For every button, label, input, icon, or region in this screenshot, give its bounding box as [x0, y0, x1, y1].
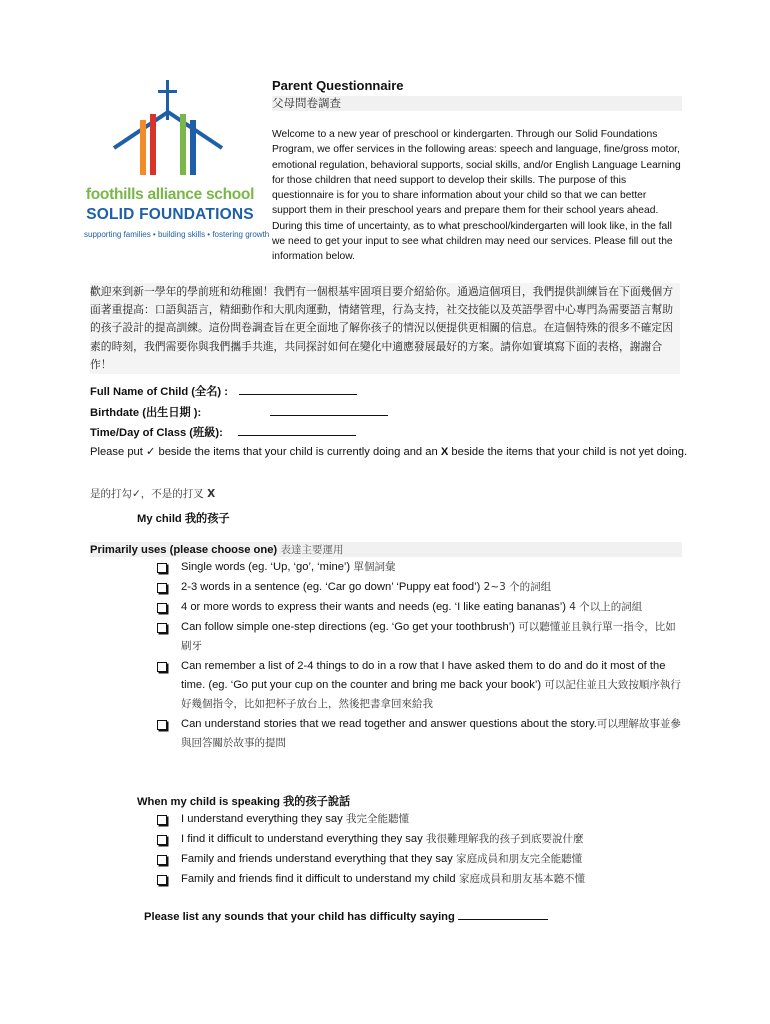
primarily-uses-heading	[90, 542, 682, 557]
logo-tagline: supporting families • building skills • fostering growth	[84, 230, 270, 239]
item-text: 2-3 words in a sentence (eg. ‘Car go down’ ‘Puppy eat food’)	[181, 581, 481, 593]
list-item[interactable]	[157, 657, 682, 714]
item-text: I find it difficult to understand everything they say	[181, 833, 423, 845]
child-name-label: Full Name of Child (全名) :	[90, 386, 228, 398]
checkbox-icon[interactable]	[157, 662, 167, 672]
checkbox-icon[interactable]	[157, 583, 167, 593]
list-item[interactable]	[157, 618, 682, 656]
instructions-part2: beside the items that your child is currently doing and an	[155, 446, 441, 458]
speaking-list	[157, 810, 682, 890]
my-child-heading: My child 我的孩子	[137, 513, 230, 525]
primarily-uses-label: Primarily uses (please choose one)	[90, 544, 278, 556]
item-text-cn: 4 个以上的詞組	[565, 601, 643, 613]
item-text: I understand everything they say	[181, 813, 343, 825]
checkbox-icon[interactable]	[157, 563, 167, 573]
item-text: Family and friends find it difficult to understand my child	[181, 873, 456, 885]
school-logo	[84, 78, 270, 246]
instructions	[90, 442, 690, 462]
sounds-blank[interactable]	[458, 908, 548, 920]
logo-school-name: foothills alliance school	[85, 186, 255, 203]
item-text-cn: 我完全能聽懂	[342, 813, 410, 825]
item-text: Family and friends understand everything that they say	[181, 853, 453, 865]
class-field[interactable]	[90, 424, 356, 440]
item-text: Can understand stories that we read together and answer questions about the story.	[181, 718, 597, 730]
item-text: 4 or more words to express their wants and needs (eg. ‘I like eating bananas’)	[181, 601, 566, 613]
checkbox-icon[interactable]	[157, 815, 167, 825]
item-text: Single words (eg. ‘Up, ‘go’, ‘mine’)	[181, 561, 351, 573]
checkbox-icon[interactable]	[157, 855, 167, 865]
intro-chinese: 歡迎來到新一學年的學前班和幼稚園！我們有一個根基牢固項目要介紹給你。通過這個項目，我們提供訓練旨在下面幾個方面著重提高：口語與語言，精細動作和大肌肉運動，情緒管理，行為支持，社交技能以及英語學習中心專門為需要語言幫助的孩子設計的提高訓練。這份問卷調查旨在更全面地了解你孩子的情況以便提供更相關的信息。在這個特殊的很多不確定因素的時刻，我們需要你與我們攜手共進，共同探討如何在變化中適應發展最好的方案。請你如實填寫下面的表格，謝謝合作！	[90, 283, 680, 374]
birthdate-label: Birthdate (出生日期 ):	[90, 407, 202, 419]
checkbox-icon[interactable]	[157, 720, 167, 730]
child-name-field[interactable]	[90, 383, 357, 399]
item-text-cn: 2~3 个的詞组	[480, 581, 552, 593]
instructions-part1: Please put	[90, 446, 146, 458]
item-text-cn: 可以聽懂並且執行單一指令，比如刷牙	[181, 621, 676, 652]
item-text-cn: 我很難理解我的孩子到底要說什麼	[422, 833, 584, 845]
item-text-cn: 家庭成員和朋友完全能聽懂	[452, 853, 583, 865]
list-item[interactable]	[157, 558, 682, 577]
primarily-uses-list	[157, 558, 682, 754]
birthdate-field[interactable]	[90, 404, 388, 420]
item-text: Can remember a list of 2-4 things to do in a row that I have asked them to do and do it most of the time. (eg. ‘Go put your cup on the counter and bring me back your book’)	[181, 660, 666, 691]
item-text-cn: 家庭成員和朋友基本聽不懂	[455, 873, 585, 885]
item-text: Can follow simple one-step directions (eg. ‘Go get your toothbrush’)	[181, 621, 515, 633]
checkbox-icon[interactable]	[157, 603, 167, 613]
sounds-question-label: Please list any sounds that your child has difficulty saying	[144, 911, 458, 923]
list-item[interactable]	[157, 578, 682, 597]
page-subtitle: 父母問卷調查	[272, 96, 682, 111]
list-item[interactable]	[157, 715, 682, 753]
intro-english: Welcome to a new year of preschool or kindergarten. Through our Solid Foundations Program, we offer services in the following areas: speech and language, fine/gross motor, emotional regulation, behavioral supports, social skills, and/or English Language Learning for those children that need support to develop their skills. The purpose of this questionnaire is for you to share information about your child so that we can better support them in their preschool years and prepare them for their school years ahead. During this time of uncertainty, as to what preschool/kindergarten will look like, in the fall we need to get your input to see what children may need our services. Please fill out the information below.	[272, 129, 681, 263]
checkbox-icon[interactable]	[157, 875, 167, 885]
page-title: Parent Questionnaire	[272, 78, 404, 93]
instructions-cn-x: X	[207, 488, 216, 500]
list-item[interactable]	[157, 870, 682, 889]
list-item[interactable]	[157, 830, 682, 849]
class-label: Time/Day of Class (班級):	[90, 427, 223, 439]
logo-program-name: SOLID FOUNDATIONS	[86, 206, 254, 223]
check-mark-icon: ✓	[145, 446, 156, 458]
item-text-cn: 可以記住並且大致按順序執行好幾個指令，比如把杯子放台上，然後把書拿回來給我	[181, 679, 681, 710]
logo-emblem-icon	[84, 78, 256, 186]
item-text-cn: 單個詞彙	[350, 561, 396, 573]
checkbox-icon[interactable]	[157, 623, 167, 633]
instructions-cn-text: 是的打勾✓，不是的打叉	[90, 488, 208, 500]
instructions-chinese	[90, 484, 215, 504]
list-item[interactable]	[157, 810, 682, 829]
list-item[interactable]	[157, 850, 682, 869]
child-name-blank[interactable]	[239, 383, 357, 395]
instructions-part3: beside the items that your child is not yet doing.	[448, 446, 688, 458]
checkbox-icon[interactable]	[157, 835, 167, 845]
birthdate-blank[interactable]	[270, 404, 388, 416]
x-mark-icon: X	[440, 446, 449, 458]
item-text-cn: 可以理解故事並參與回答關於故事的提問	[181, 718, 681, 749]
list-item[interactable]	[157, 598, 682, 617]
primarily-uses-label-cn: 表達主要運用	[277, 544, 344, 556]
sounds-question[interactable]	[144, 908, 548, 923]
speaking-heading: When my child is speaking 我的孩子說話	[137, 796, 351, 808]
class-blank[interactable]	[238, 424, 356, 436]
